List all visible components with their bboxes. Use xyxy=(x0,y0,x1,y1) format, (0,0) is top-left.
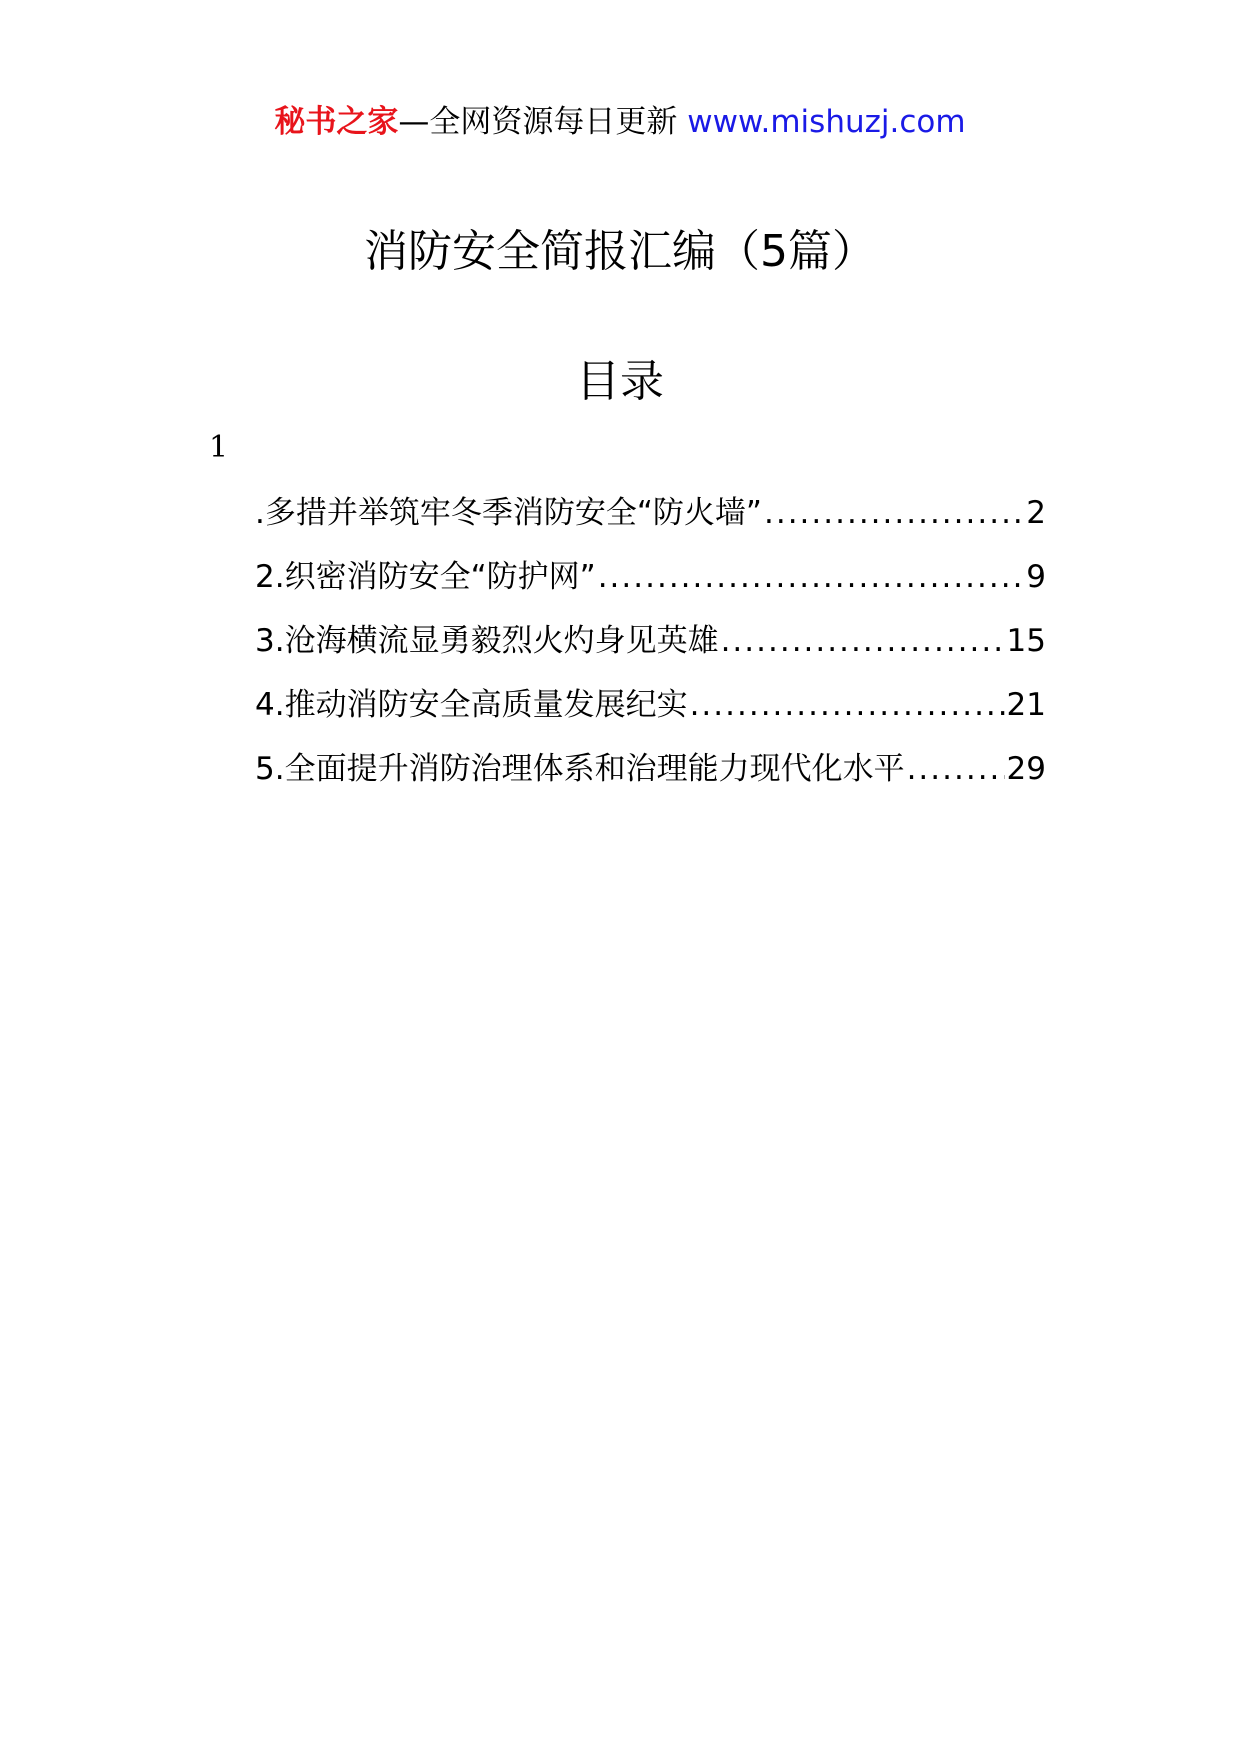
header-tagline: —全网资源每日更新 xyxy=(398,104,678,140)
toc-entry-title: 3.沧海横流显勇毅烈火灼身见英雄 xyxy=(255,623,719,659)
toc-dot-leader xyxy=(690,682,1005,728)
brand-name: 秘书之家 xyxy=(274,104,399,140)
toc-entry-title: .多措并举筑牢冬季消防安全“防火墙” xyxy=(255,495,762,531)
toc-entry-title: 5.全面提升消防治理体系和治理能力现代化水平 xyxy=(255,751,905,787)
toc-entry-5[interactable] xyxy=(255,746,1046,810)
toc-entry-page: 9 xyxy=(1026,559,1046,595)
toc-dot-leader xyxy=(907,746,1005,792)
toc-entry-1[interactable] xyxy=(255,490,1046,554)
toc-entry-page: 2 xyxy=(1026,495,1046,531)
toc-entry-3[interactable] xyxy=(255,618,1046,682)
toc-entry-4[interactable] xyxy=(255,682,1046,746)
toc-entry-page: 21 xyxy=(1006,687,1046,723)
toc-entry-page: 15 xyxy=(1006,623,1046,659)
toc-entry-title: 2.织密消防安全“防护网” xyxy=(255,559,596,595)
table-of-contents xyxy=(255,490,1046,810)
toc-dot-leader xyxy=(764,490,1024,536)
toc-entry-title: 4.推动消防安全高质量发展纪实 xyxy=(255,687,688,723)
toc-entry-2[interactable] xyxy=(255,554,1046,618)
toc-entry-page: 29 xyxy=(1006,751,1046,787)
site-header xyxy=(0,100,1240,144)
toc-dot-leader xyxy=(721,618,1005,664)
document-title: 消防安全简报汇编（5篇） xyxy=(364,226,876,277)
list-number-label: 1 xyxy=(209,430,229,465)
toc-heading: 目录 xyxy=(576,356,664,407)
toc-dot-leader xyxy=(598,554,1025,600)
site-url-link[interactable]: www.mishuzj.com xyxy=(687,104,966,140)
